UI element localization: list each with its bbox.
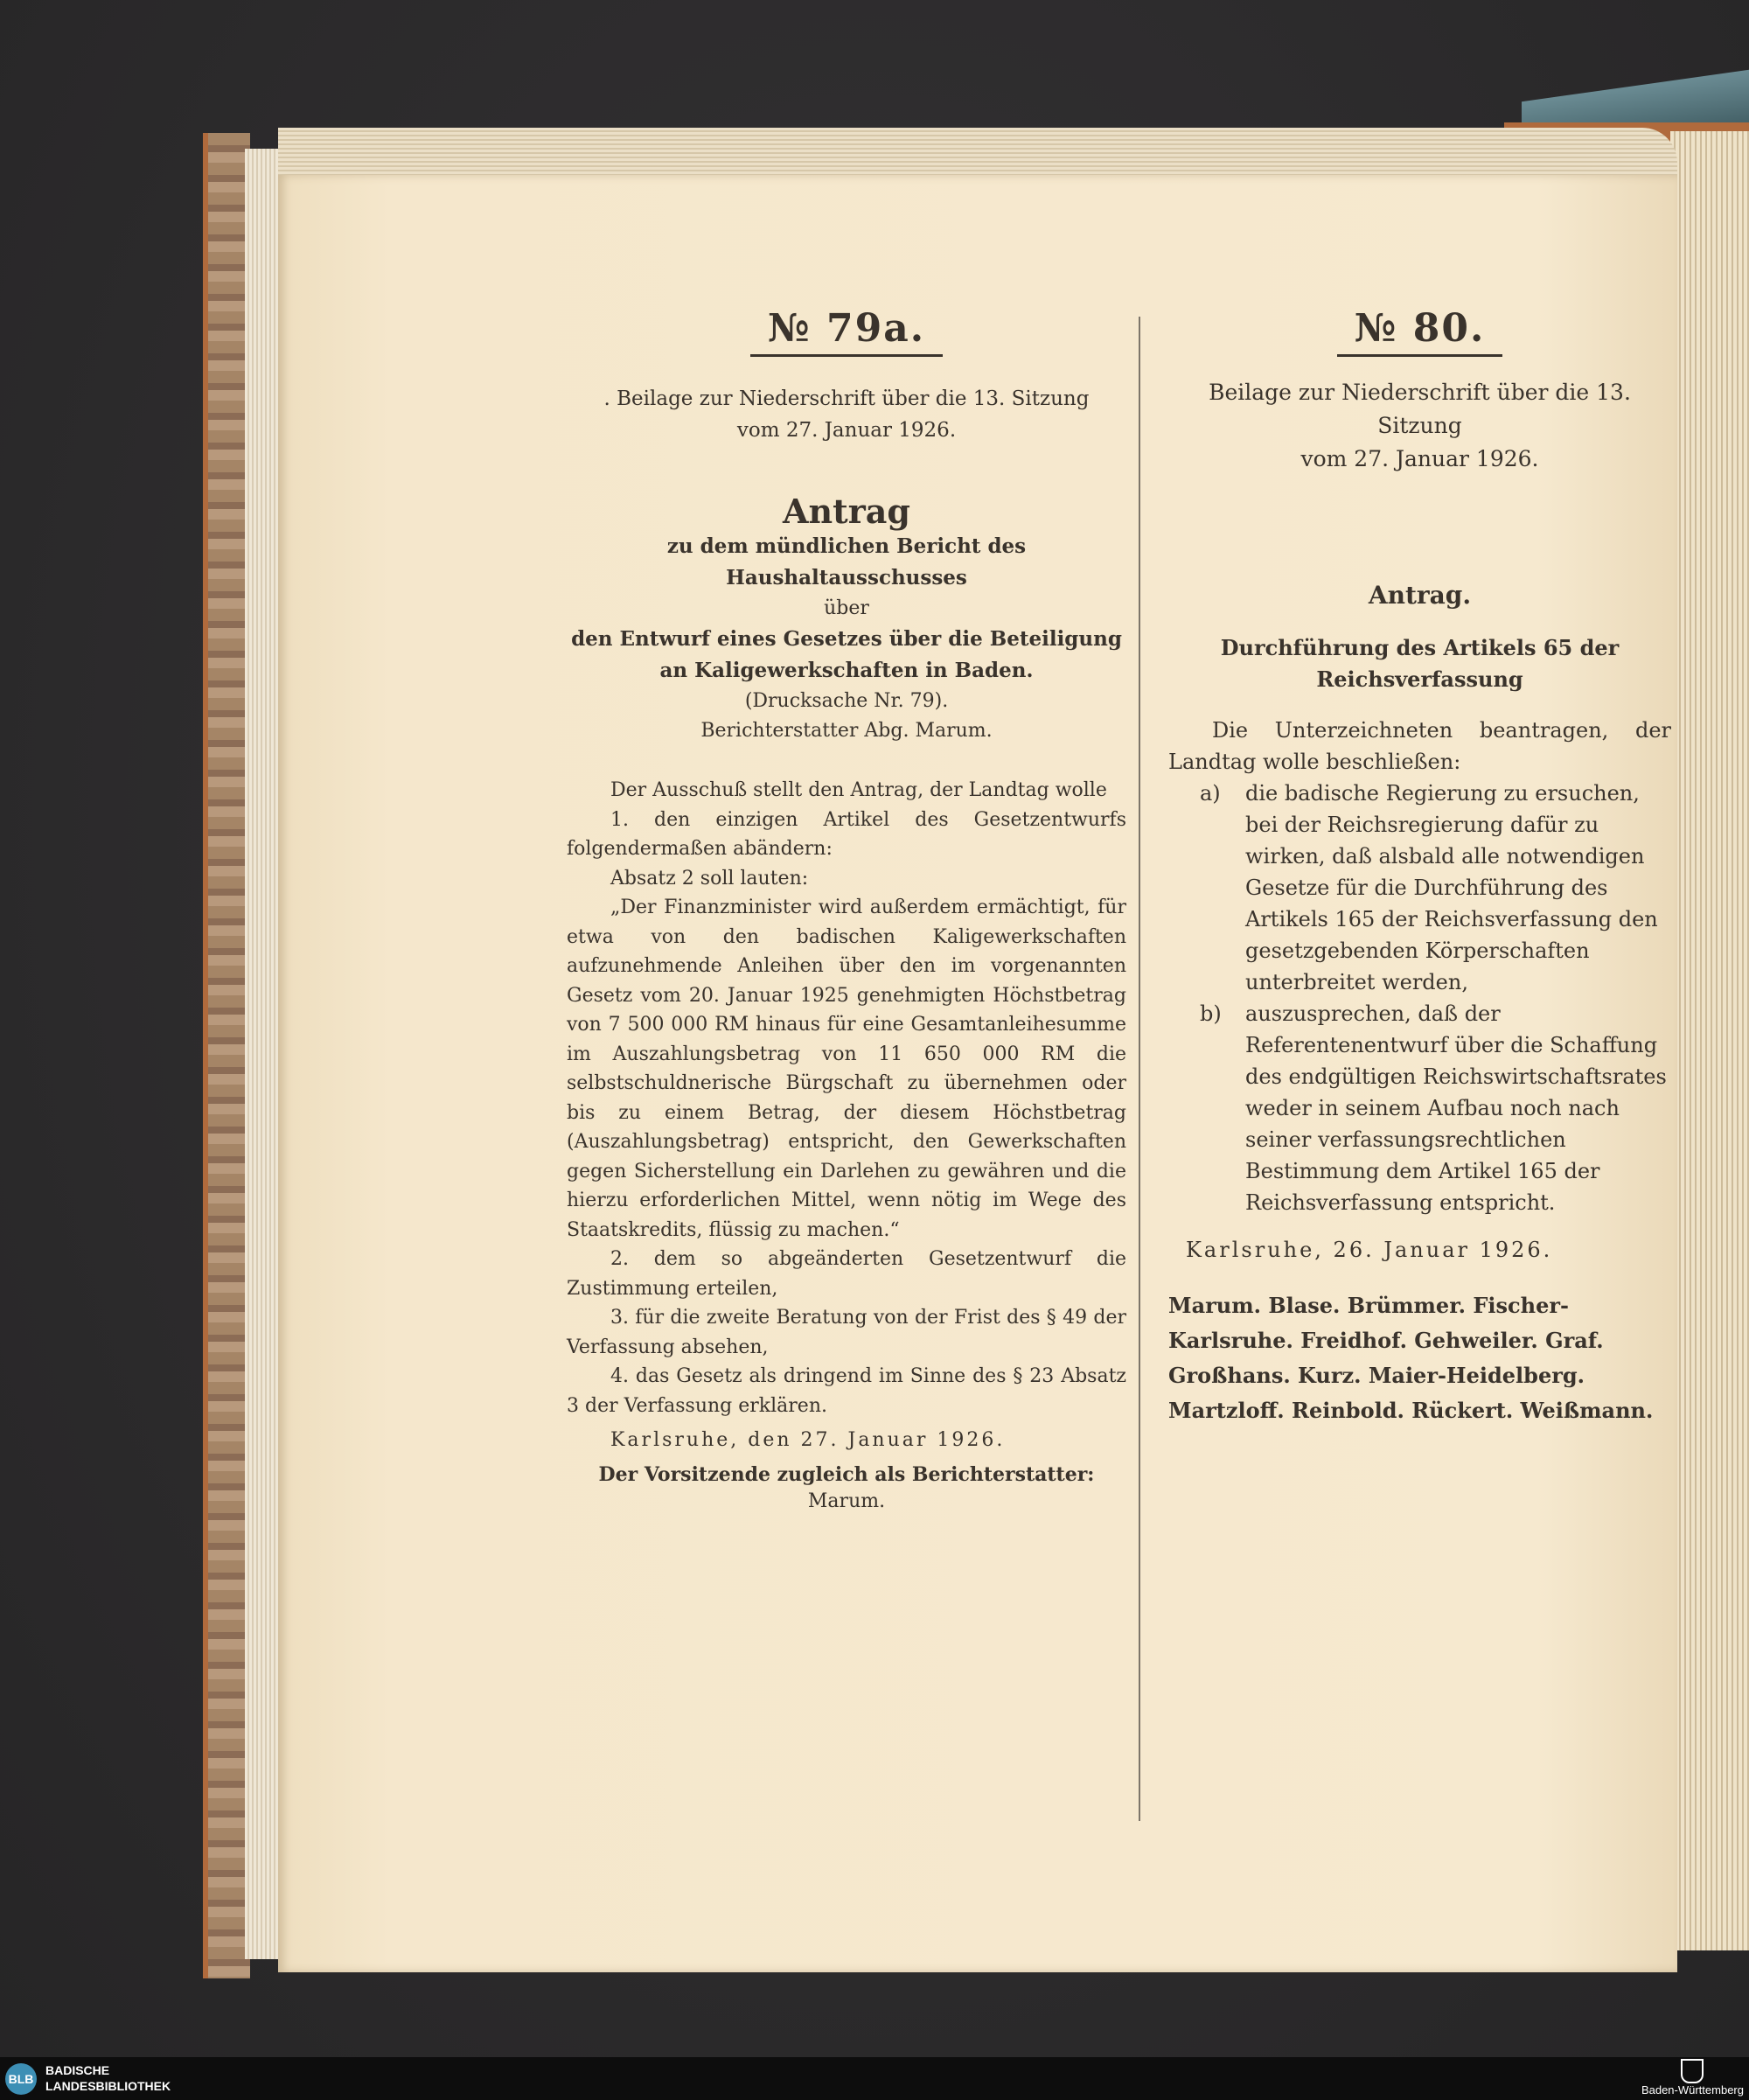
crest-icon	[1681, 2059, 1704, 2083]
document-number: № 79a.	[567, 306, 1126, 357]
book-cover-left	[203, 133, 250, 1978]
subtitle-line-1: zu dem mündlichen Bericht des Haushaltausschusses	[666, 534, 1027, 590]
subtitle-line-3: den Entwurf eines Gesetzes über die Beteiligung	[571, 627, 1122, 651]
document-heading: Antrag.	[1368, 581, 1472, 610]
column-divider	[1139, 317, 1140, 1821]
beilage-line-1: . Beilage zur Niederschrift über die 13. Sitzung	[603, 387, 1090, 410]
signers-list: Marum. Blase. Brümmer. Fischer-Karlsruhe. Freidhof. Gehweiler. Graf. Großhans. Kurz. Maier-Heidelberg. Martzloff. Reinbold. Rückert. Weißmann.	[1168, 1293, 1654, 1423]
list-label: a)	[1200, 781, 1221, 806]
beilage-line-2: vom 27. Januar 1926.	[1300, 446, 1539, 471]
paragraph-item-2: 2. dem so abgeänderten Gesetzentwurf die Zustimmung erteilen,	[567, 1248, 1126, 1300]
paragraph-intro: Die Unterzeichneten beantragen, der Landtag wolle beschließen:	[1168, 718, 1671, 774]
list-text: die badische Regierung zu ersuchen, bei der Reichsregierung dafür zu wirken, daß alsbald alle notwendigen Gesetze für die Durchführung des Artikels 165 der Reichsverfassung den gesetzgebenden Körperschaften unterbreitet werden,	[1245, 781, 1658, 994]
document-79a	[567, 306, 1126, 1517]
page-stack-top	[278, 128, 1677, 180]
beilage-note	[1168, 376, 1671, 476]
subtitle-line-4: an Kaligewerkschaften in Baden.	[659, 659, 1034, 682]
subtitle: Durchführung des Artikels 65 der Reichsverfassung	[1220, 635, 1620, 692]
drucksache-ref: (Drucksache Nr. 79).	[744, 690, 949, 712]
library-name-line-2: LANDESBIBLIOTHEK	[45, 2079, 171, 2093]
blb-logo-icon[interactable]: BLB	[5, 2063, 37, 2095]
list-item-b	[1168, 998, 1671, 1218]
library-name[interactable]	[45, 2062, 171, 2094]
subtitle-line-2: über	[824, 597, 869, 619]
list-label: b)	[1200, 1001, 1222, 1026]
paragraph-item-4: 4. das Gesetz als dringend im Sinne des § 23 Absatz 3 der Verfassung erklären.	[567, 1365, 1126, 1417]
document-80	[1168, 306, 1671, 1428]
signature-name: Marum.	[807, 1490, 886, 1512]
paragraph-item-1: 1. den einzigen Artikel des Gesetzentwurfs folgendermaßen abändern:	[567, 808, 1126, 860]
footer-bar	[0, 2057, 1749, 2100]
berichterstatter: Berichterstatter Abg. Marum.	[700, 720, 993, 742]
beilage-note	[567, 383, 1126, 446]
paragraph-quote: „Der Finanzminister wird außerdem ermächtigt, für etwa von den badischen Kaligewerkschaften aufzunehmende Anleihen über den im vorgenannten Gesetz vom 20. Januar 1925 genehmigten Höchstbetrag von 7 500 000 RM hinaus für eine Gesamtanleihesumme im Auszahlungsbetrag von 11 650 000 RM die selbstschuldnerische Bürgschaft zu übernehmen oder bis zu einem Betrag, der diesem Höchstbetrag (Auszahlungsbetrag) entspricht, den Gewerkschaften gegen Sicherstellung ein Darlehen zu gewähren und die hierzu erforderlichen Mittel, wenn nötig im Wege des Staatskredits, flüssig zu machen.“	[567, 897, 1126, 1241]
paragraph-item-3: 3. für die zweite Beratung von der Frist des § 49 der Verfassung absehen,	[567, 1307, 1126, 1358]
baden-wuerttemberg-logo[interactable]	[1641, 2059, 1744, 2097]
place-date: Karlsruhe, den 27. Januar 1926.	[610, 1429, 1006, 1451]
list-text: auszusprechen, daß der Referentenentwurf über die Schaffung des endgültigen Reichswirtschaftsrates weder in seinem Aufbau noch nach seiner verfassungsrechtlichen Bestimmung dem Artikel 165 der Reichsverfassung entspricht.	[1245, 1001, 1667, 1215]
library-name-line-1: BADISCHE	[45, 2063, 110, 2077]
right-page-stack	[1670, 131, 1749, 1950]
beilage-line-1: Beilage zur Niederschrift über die 13. Sitzung	[1209, 380, 1631, 438]
list-item-a	[1168, 778, 1671, 998]
paragraph-absatz: Absatz 2 soll lauten:	[610, 867, 809, 890]
document-number: № 80.	[1168, 306, 1671, 357]
signature-heading: Der Vorsitzende zugleich als Berichterstatter:	[598, 1463, 1095, 1486]
paragraph-intro: Der Ausschuß stellt den Antrag, der Landtag wolle	[610, 779, 1107, 801]
place-date: Karlsruhe, 26. Januar 1926.	[1186, 1238, 1553, 1262]
document-heading: Antrag	[783, 492, 910, 531]
baden-wuerttemberg-label: Baden-Württemberg	[1641, 2083, 1744, 2097]
beilage-line-2: vom 27. Januar 1926.	[736, 419, 957, 442]
page-stack-left	[245, 149, 278, 1959]
